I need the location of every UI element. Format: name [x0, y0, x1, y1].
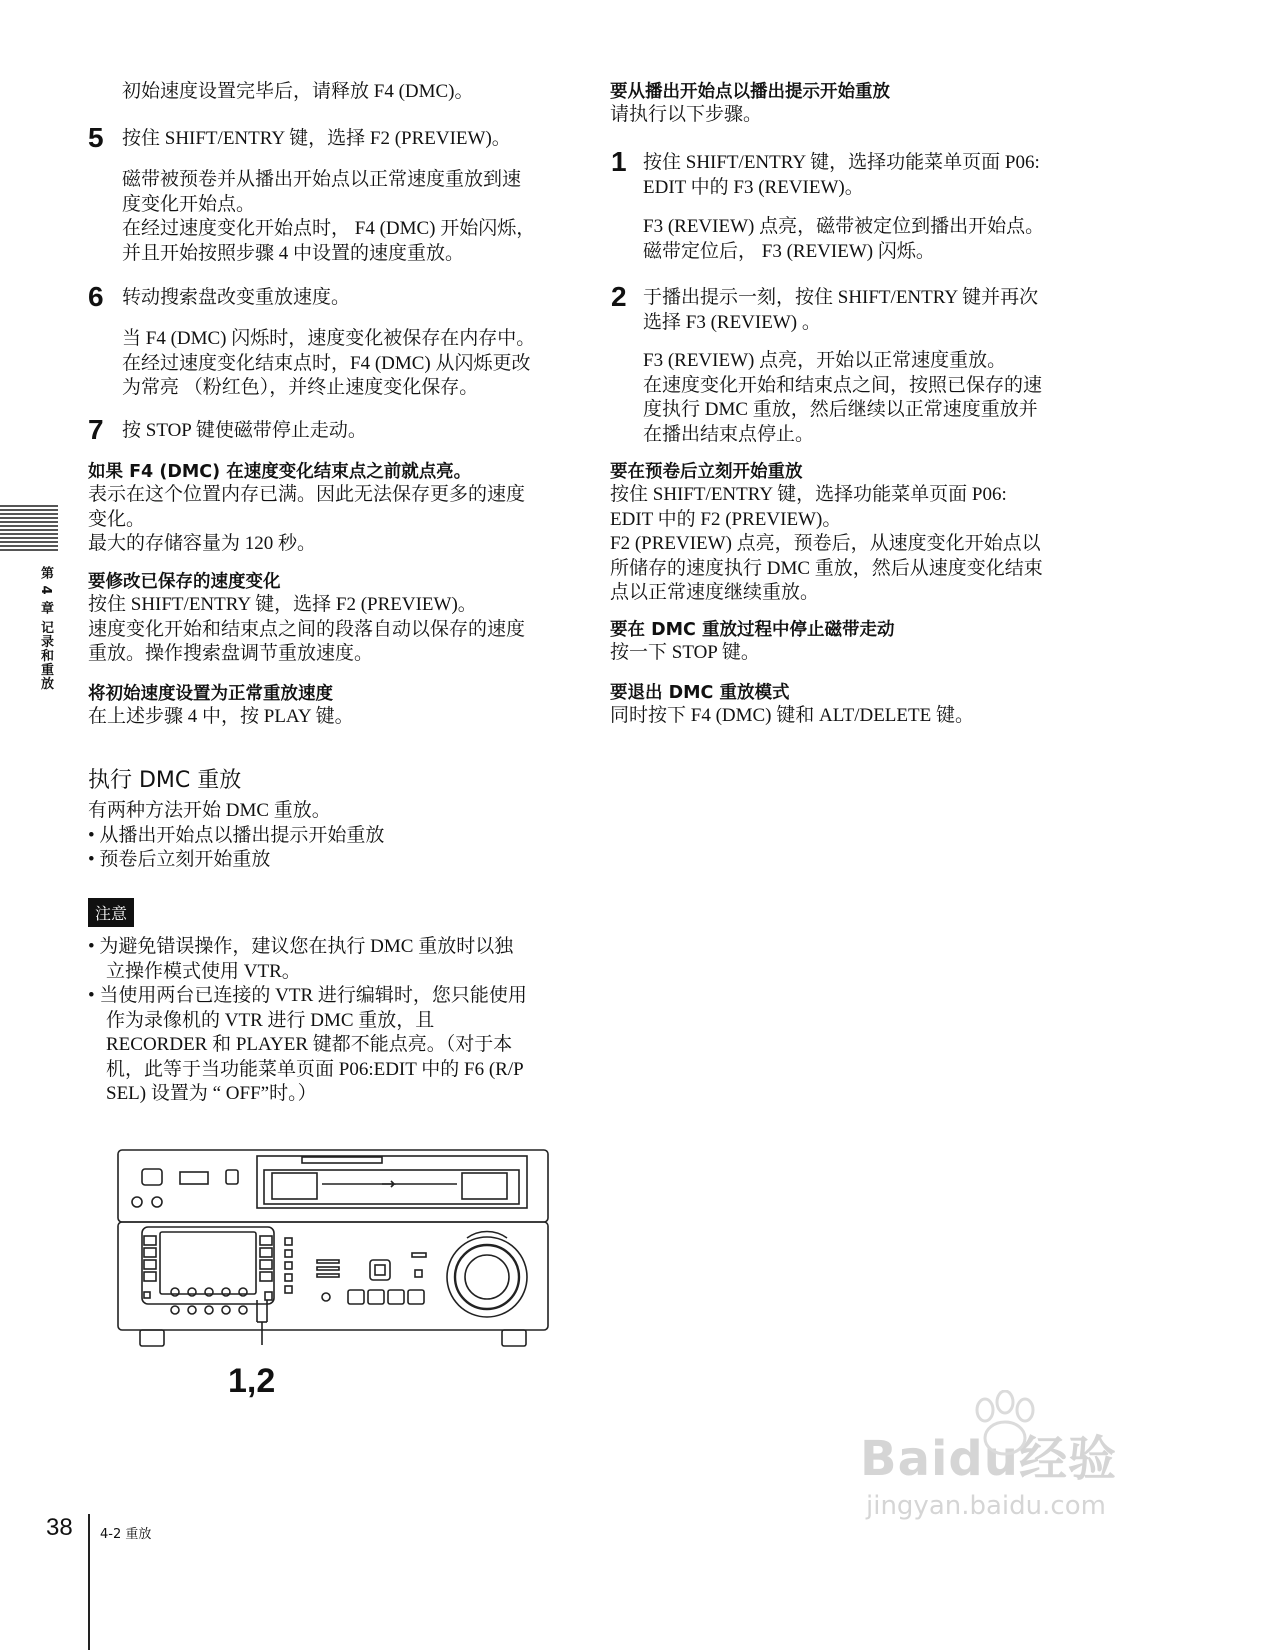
subheading: 要从播出开始点以播出提示开始重放	[610, 82, 890, 102]
subheading: 如果 F4 (DMC) 在速度变化结束点之前就点亮。	[88, 462, 472, 482]
step-text: 按住 SHIFT/ENTRY 键，选择功能菜单页面 P06: EDIT 中的 F3 (REVIEW)。	[643, 152, 1040, 198]
step-detail: 当 F4 (DMC) 闪烁时，速度变化被保存在内存中。 在经过速度变化结束点时，F4 (DMC) 从闪烁更改 为常亮 （粉红色），并终止速度变化保存。	[122, 328, 536, 398]
section-body: 有两种方法开始 DMC 重放。 • 从播出开始点以播出提示开始重放 • 预卷后立刻开始重放	[88, 800, 385, 870]
paragraph: 请执行以下步骤。	[610, 104, 763, 125]
step-text: 于播出提示一刻，按住 SHIFT/ENTRY 键并再次 选择 F3 (REVIEW) 。	[643, 287, 1039, 333]
watermark	[860, 1420, 1160, 1521]
step-number: 5	[88, 122, 104, 153]
note-item: • 当使用两台已连接的 VTR 进行编辑时，您只能使用 作为录像机的 VTR 进行 DMC 重放，且 RECORDER 和 PLAYER 键都不能点亮。（对于本 机，此等于当功能菜单页面 P06:EDIT 中的 F6 (R/P SEL) 设置为 “ OFF”时。）	[88, 985, 527, 1104]
intro-line: 初始速度设置完毕后，请释放 F4 (DMC)。	[122, 81, 474, 102]
subheading: 要退出 DMC 重放模式	[610, 683, 790, 703]
figure-callout: 1,2	[228, 1362, 276, 1400]
paragraph: 按一下 STOP 键。	[610, 642, 760, 663]
chapter-tab-label: 第 4 章 记录和重放	[38, 566, 53, 691]
step-text: 按 STOP 键使磁带停止走动。	[122, 420, 367, 441]
paragraph: 在上述步骤 4 中，按 PLAY 键。	[88, 706, 354, 727]
subheading: 要修改已保存的速度变化	[88, 572, 281, 592]
step-detail: F3 (REVIEW) 点亮，磁带被定位到播出开始点。 磁带定位后， F3 (REVIEW) 闪烁。	[643, 216, 1045, 262]
subheading: 要在 DMC 重放过程中停止磁带走动	[610, 620, 895, 640]
paragraph: 表示在这个位置内存已满。因此无法保存更多的速度 变化。 最大的存储容量为 120 秒。	[88, 484, 526, 554]
footer-section: 4-2 重放	[100, 1527, 152, 1542]
paragraph: 同时按下 F4 (DMC) 键和 ALT/DELETE 键。	[610, 705, 974, 726]
paragraph: 按住 SHIFT/ENTRY 键，选择功能菜单页面 P06: EDIT 中的 F2 (PREVIEW)。 F2 (PREVIEW) 点亮，预卷后，从速度变化开始点以 所储存的速度执行 DMC 重放，然后从速度变化结束 点以正常速度继续重放。	[610, 484, 1043, 603]
footer-divider	[88, 1514, 90, 1650]
vtr-front-panel-illustration	[112, 1140, 560, 1355]
step-number: 7	[88, 414, 104, 445]
subheading: 将初始速度设置为正常重放速度	[88, 684, 333, 704]
step-text: 转动搜索盘改变重放速度。	[122, 287, 351, 308]
step-number: 2	[611, 281, 627, 312]
note-item: • 为避免错误操作，建议您在执行 DMC 重放时以独 立操作模式使用 VTR。	[88, 936, 514, 982]
step-detail: 磁带被预卷并从播出开始点以正常速度重放到速 度变化开始点。 在经过速度变化开始点时， F4 (DMC) 开始闪烁， 并且开始按照步骤 4 中设置的速度重放。	[122, 169, 536, 264]
step-detail: F3 (REVIEW) 点亮，开始以正常速度重放。 在速度变化开始和结束点之间，按照已保存的速 度执行 DMC 重放，然后继续以正常速度重放并 在播出结束点停止。	[643, 350, 1043, 445]
page-number: 38	[46, 1514, 73, 1541]
step-number: 6	[88, 281, 104, 312]
subheading: 要在预卷后立刻开始重放	[610, 462, 803, 482]
paw-logo-icon	[960, 1390, 1050, 1460]
section-title: 执行 DMC 重放	[88, 768, 242, 793]
chapter-tab-marks	[0, 505, 58, 553]
watermark-brand: Baidu经验	[860, 1431, 1117, 1487]
paragraph: 按住 SHIFT/ENTRY 键，选择 F2 (PREVIEW)。 速度变化开始和结束点之间的段落自动以保存的速度 重放。操作搜索盘调节重放速度。	[88, 594, 526, 664]
step-text: 按住 SHIFT/ENTRY 键，选择 F2 (PREVIEW)。	[122, 128, 511, 149]
step-number: 1	[611, 146, 627, 177]
note-list	[88, 935, 588, 1107]
note-badge: 注意	[88, 898, 134, 927]
watermark-url: jingyan.baidu.com	[866, 1491, 1106, 1521]
